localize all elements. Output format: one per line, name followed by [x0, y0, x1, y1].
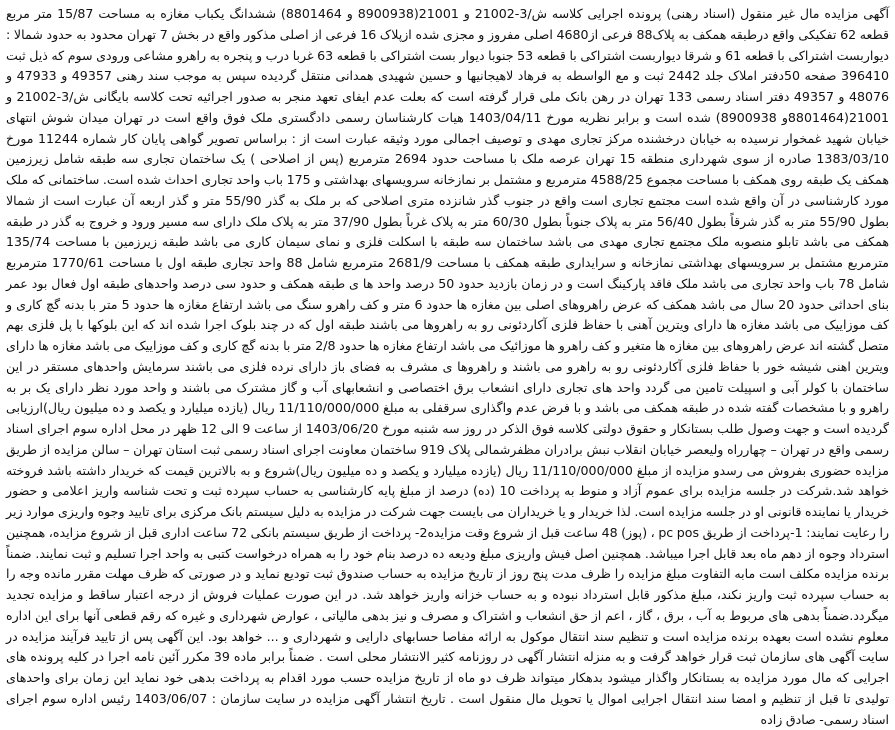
auction-notice-body: آگهی مزایده مال غیر منقول (اسناد رهنی) پرونده اجرایی کلاسه ش/3-21002 و 21001(8900938 و 8801464) ششدانگ یکباب مغازه به مساحت 15/87 متر مربع قطعه 62 تفکیکی واقع درطبقه همکف به پلاک88 فرعی از4680 اصلی مفروز و مجزی شده ازپلاک 16 فرعی از اصلی مذکور واقع در بخش 7 تهران محدود به حدود شمالا : دیواربست اشتراکی با قطعه 61 و شرقا دیواربست اشتراکی با قطعه 53 جنوبا دیوار بست اشتراکی با قطعه 63 غربا درب و پنجره به راهرو مشاعی ورودی سوم که ذیل ثبت 396410 صفحه 50دفتر املاک جلد 2442 ثبت و مع الواسطه به فرهاد لاهیجانیها و حسین شهیدی همدانی منتقل گردیده سپس به موجب سند رهنی 49357 و 47933 و 48076 و 49357 دفتر اسناد رسمی 133 تهران در رهن بانک ملی قرار گرفته است که بعلت عدم ایفای تعهد منجر به صدور اجرائیه تحت کلاسه بایگانی ش/3-21002 و 21001(8801464و 8900938) شده است و برابر نظریه مورخ 1403/04/11 هیات کارشناسان رسمی دادگستری ملک فوق واقع است در تهران میدان شوش انتهای خیابان شهید غمخوار نرسیده به خیابان درخشنده مرکز تجاری مهدی و توصیف اجمالی مورد وثیقه عبارت است از : براساس تصویر گواهی پایان کار شماره 11244 مورخ 1383/03/10 صادره از سوی شهرداری منطقه 15 تهران عرصه ملک با مساحت حدود 2694 مترمربع (پس از اصلاحی ) یک ساختمان تجاری سه طبقه شامل زیرزمین همکف یک طبقه روی همکف با مساحت مجموع 4588/25 مترمربع و مشتمل بر نمازخانه سرویسهای بهداشتی و 175 باب واحد تجاری احداث شده است. ساختمانی که ملک مورد کارشناسی در آن واقع شده است مجتمع تجاری است واقع در جنوب گذر شانزده متری اصلاحی که بر ملک به گذر 55/90 متر و گذر اربعه آن عبارت است از شمالا بطول 55/90 متر به گذر شرقاً بطول 56/40 متر به پلاک جنوباً بطول 60/30 متر به پلاک غرباً بطول 37/90 متر به پلاک ملک دارای سه مسیر ورود و خروج به گذر در طبقه همکف می باشد تابلو منصوبه ملک مجتمع تجاری مهدی می باشد ساختمان سه طبقه با اسکلت فلزی و نمای سیمان کاری می باشد طبقه زیرزمین با مساحت 135/74 مترمربع مشتمل بر سرویسهای بهداشتی نمازخانه و سرایداری طبقه همکف با مساحت 2681/9 مترمربع شامل 88 واحد تجاری طبقه اول با مساحت 1770/61 مترمربع شامل 78 باب واحد تجاری می باشد ملک فاقد پارکینگ است و در زمان بازدید حدود 50 درصد واحد ها ی طبقه همکف و حدود سی درصد واحدهای طبقه اول فعال بود عمر بنای احداثی حدود 20 سال می باشد همکف که عرض راهروهای اصلی بین مغازه ها حدود 6 متر و کف راهرو سنگ می باشد ارتفاع مغازه ها حدود 5 متر با بدنه گچ کاری و کف موزاییک می باشد مغازه ها دارای ویترین آهنی با حفاظ فلزی آکاردئونی رو به راهروها می باشند طبقه اول که در چند بلوک اجرا شده اند که این بلوکها با پل فلزی بهم متصل گشته اند عرض راهروهای بین مغازه ها متغیر و کف راهرو ها موزائیک می باشد ارتفاع مغازه ها حدود 2/8 متر با بدنه گچ کاری و کف موزاییک می باشد مغازه ها دارای ویترین اهنی شیشه خور با حفاظ فلزی آکاردئونی رو به راهرو می باشند و راهروها ی مشرف به فضای باز دارای نرده فلزی می باشند سرمایش واحدهای مستقر در این ساختمان با کولر آبی و اسپیلت تامین می گردد واحد های تجاری دارای انشعاب برق اختصاصی و انشعابهای آب و گاز مشترک می باشند و واحد مورد نظر دارای یک بر به راهرو و با مشخصات گفته شده در طبقه همکف می باشد و با فرض عدم واگذاری سرقفلی به مبلغ 11/110/000/000 ریال (یازده میلیارد و یکصد و ده میلیون ریال)ارزیابی گردیده است و جهت وصول طلب بستانکار و حقوق دولتی کلاسه فوق الذکر در روز سه شنبه مورخ 1403/06/20 از ساعت 9 الی 12 ظهر در محل اداره سوم اجرای اسناد رسمی واقع در تهران – چهارراه ولیعصر خیابان انقلاب نبش برادران مظفرشمالی پلاک 919 ساختمان معاونت اجرای اسناد رسمی ثبت استان تهران – سالن مزایده از طریق مزایده حضوری بفروش می رسدو مزایده از مبلغ 11/110/000/000 ریال (یازده میلیارد و یکصد و ده میلیون ریال)شروع و به بالاترین قیمت که خریدار داشته باشد فروخته خواهد شد.شرکت در جلسه مزایده برای عموم آزاد و منوط به پرداخت 10 (ده) درصد از مبلغ پایه کارشناسی به حساب سپرده ثبت و تحت شناسه واریز اعلامی و حضور خریدار یا نماینده قانونی او در جلسه مزایده است. لذا خریدار و یا خریداران می بایست جهت شرکت در مزایده به دلیل سیستم بانک مرکزی برای تایید وجوه واریزی موارد زیر را رعایت نمایند: 1-پرداخت از طریق pc pos ، (پوز) 48 ساعت قبل از شروع وقت مزایده2- پرداخت از طریق سیستم بانکی 72 ساعت اداری قبل از شروع مزایده، همچنین استرداد وجوه از دهم ماه بعد قابل اجرا میباشد. همچنین اصل فیش واریزی مبلغ ودیعه ده درصد بنام خود را به همراه درخواست کتبی به واحد اجرا تسلیم و ثبت نمایند. ضمناً برنده مزایده مکلف است مابه التفاوت مبلغ مزایده را ظرف مدت پنج روز از تاریخ مزایده به حساب صندوق ثبت تودیع نماید و در صورتی که ظرف مهلت مقرر مانده وجه را به حساب سپرده ثبت واریز نکند، مبلغ مذکور قابل استرداد نبوده و به حساب خزانه واریز خواهد شد. در این صورت عملیات فروش از درجه اعتبار ساقط و مزایده تجدید میگردد.ضمناً بدهی های مربوط به آب ، برق ، گاز ، اعم از حق انشعاب و اشتراک و مصرف و نیز بدهی مالیاتی ، عوارض شهرداری و غیره که رقم قطعی آنها برای این اداره معلوم نشده است بعهده برنده مزایده است و تنظیم سند انتقال موکول به ارائه مفاصا حسابهای دارایی و شهرداری و ... خواهد بود. این آگهی پس از تایید فرآیند مزایده در سایت آگهی های سازمان ثبت قرار خواهد گرفت و به منزله انتشار آگهی در روزنامه کثیر الانتشار محلی است . ضمناً برابر ماده 39 مکرر آئین نامه اجرا در کلیه پرونده های اجرایی که مال مورد مزایده به بستانکار واگذار میشود بدهکار میتواند ظرف دو ماه از تاریخ مزایده حسب مورد اقدام به پرداخت بدهی خود نماید این زمان برای واحدهای تولیدی تا قبل از تنظیم و امضا سند انتقال اجرایی اموال یا تحویل مال منقول است . تاریخ انتشار آگهی مزایده در سایت سازمان : 1403/06/07 رئیس اداره سوم اجرای اسناد رسمی- صادق زاده	[6, 6, 890, 727]
